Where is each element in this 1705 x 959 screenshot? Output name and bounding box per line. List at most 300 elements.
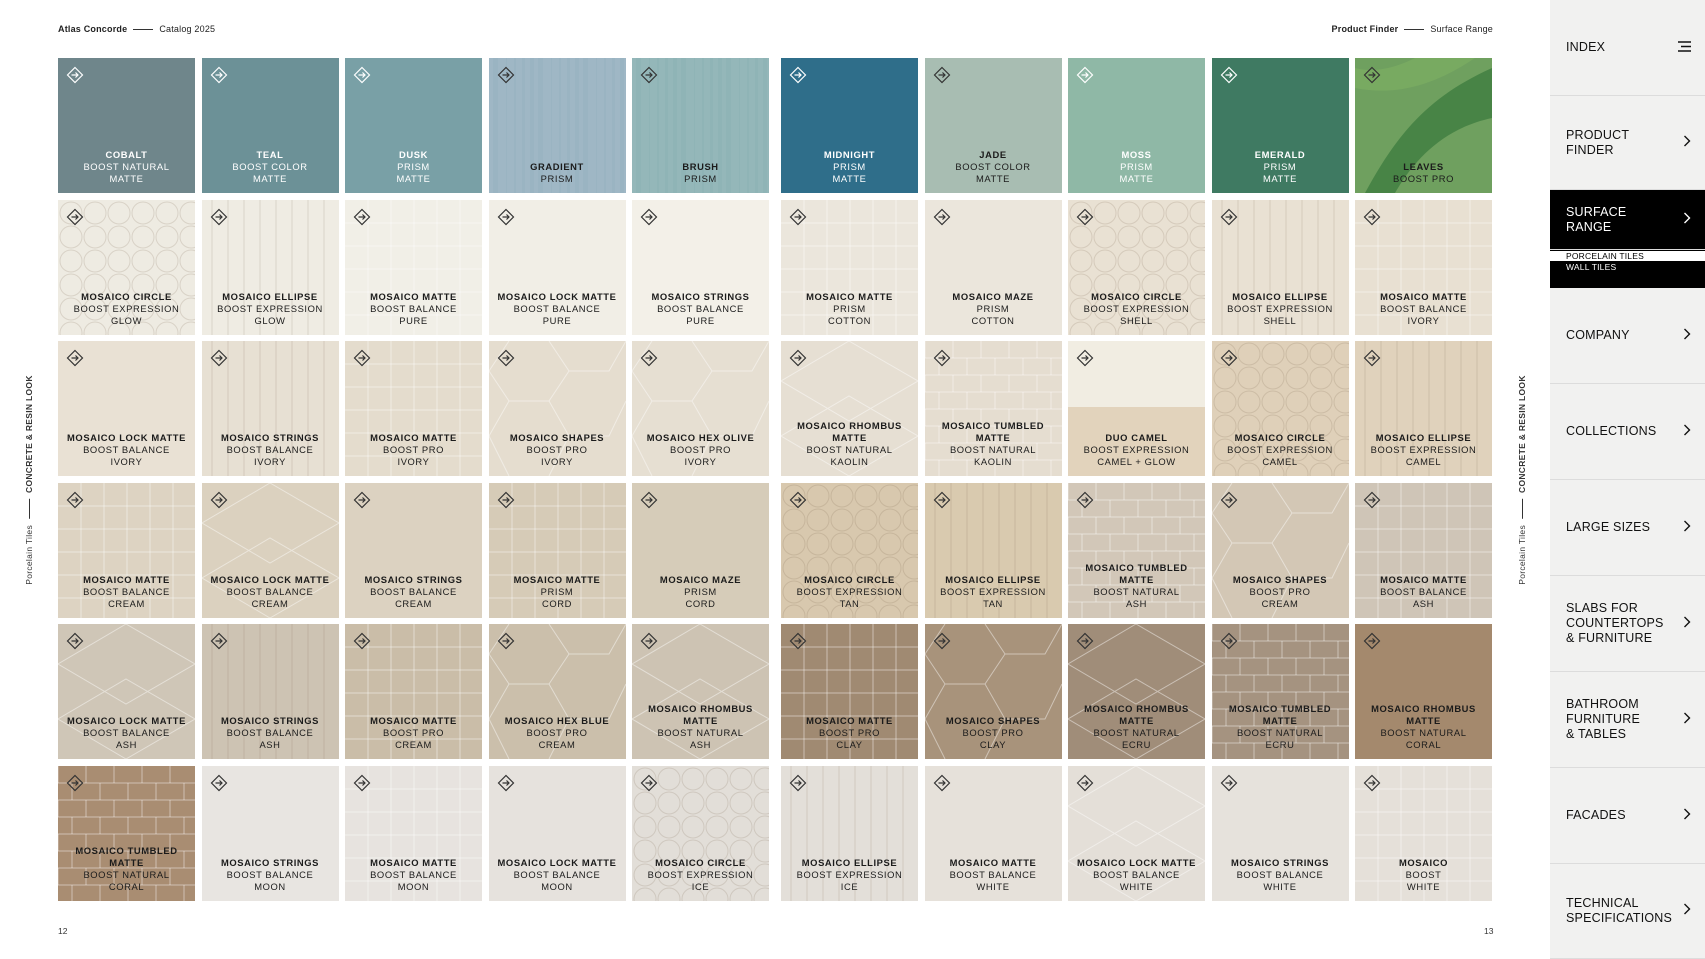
tile-collection-name: MOSAICO MATTE <box>1380 573 1467 585</box>
product-tile[interactable] <box>1068 624 1205 759</box>
link-arrow-icon[interactable] <box>497 632 515 650</box>
link-arrow-icon[interactable] <box>1220 491 1238 509</box>
chevron-right-icon <box>1683 327 1691 345</box>
tile-collection-name: MOSAICO ELLIPSE <box>1232 290 1328 302</box>
tile-series-name: BOOST EXPRESSION <box>1083 444 1190 455</box>
product-tile[interactable] <box>58 766 195 901</box>
product-tile[interactable] <box>1212 483 1349 618</box>
product-tile[interactable] <box>1068 58 1205 193</box>
link-arrow-icon[interactable] <box>66 349 84 367</box>
tile-collection-name: COBALT <box>105 149 148 160</box>
tile-caption <box>202 574 339 610</box>
link-arrow-icon[interactable] <box>640 208 658 226</box>
sidebar-item-label: SLABS FOR COUNTERTOPS & FURNITURE <box>1566 601 1664 645</box>
tile-caption <box>489 161 626 185</box>
tile-collection-name: MOSAICO ELLIPSE <box>1375 432 1472 443</box>
tile-color-name: IVORY <box>540 456 573 467</box>
link-arrow-icon[interactable] <box>1363 208 1381 226</box>
sidebar-item-slabs-for-countertops[interactable] <box>1550 576 1705 672</box>
product-tile[interactable] <box>58 483 195 618</box>
product-tile[interactable] <box>489 766 626 901</box>
tile-collection-name: MOSAICO <box>1399 856 1448 868</box>
link-arrow-icon[interactable] <box>353 491 371 509</box>
tile-color-name: MATTE <box>252 173 288 184</box>
tile-color-name: COTTON <box>827 314 871 326</box>
link-arrow-icon[interactable] <box>789 632 807 650</box>
tile-series-name: BOOST NATURAL <box>657 727 744 738</box>
product-tile[interactable] <box>58 624 195 759</box>
sidebar-item-label: LARGE SIZES <box>1566 520 1651 534</box>
sidebar-item-large-sizes[interactable] <box>1550 480 1705 576</box>
tile-series-name: BOOST BALANCE <box>513 302 601 314</box>
link-arrow-icon[interactable] <box>1363 774 1381 792</box>
tile-collection-name: MOSAICO MATTE <box>83 573 170 585</box>
tile-collection-name: MOSAICO RHOMBUS MATTE <box>1084 703 1189 726</box>
chevron-right-icon <box>1683 615 1691 633</box>
tile-caption <box>202 291 339 327</box>
link-arrow-icon[interactable] <box>1220 349 1238 367</box>
tile-series-name: BOOST PRO <box>383 727 444 738</box>
link-arrow-icon[interactable] <box>933 349 951 367</box>
tile-color-name: COTTON <box>971 314 1015 326</box>
tile-series-name: BOOST BALANCE <box>1093 868 1180 880</box>
link-arrow-icon[interactable] <box>789 349 807 367</box>
tile-caption <box>489 291 626 327</box>
tile-collection-name: DUO CAMEL <box>1105 432 1168 443</box>
surface-range-submenu <box>1550 250 1705 288</box>
product-tile[interactable] <box>58 341 195 476</box>
tile-series-name: PRISM <box>833 161 866 172</box>
sidebar-item-label: TECHNICAL SPECIFICATIONS <box>1566 896 1673 925</box>
product-tile[interactable] <box>781 341 918 476</box>
tile-series-name: BOOST NATURAL <box>806 444 893 455</box>
tile-collection-name: MOSAICO CIRCLE <box>655 856 746 868</box>
link-arrow-icon[interactable] <box>353 349 371 367</box>
tile-grid-left <box>58 58 769 901</box>
tile-color-name: PURE <box>686 314 715 326</box>
tile-color-name: CREAM <box>395 597 432 609</box>
tile-color-name: SHELL <box>1120 314 1153 326</box>
tile-series-name: PRISM <box>540 585 574 597</box>
product-tile[interactable] <box>632 624 769 759</box>
link-arrow-icon[interactable] <box>933 632 951 650</box>
chevron-right-icon <box>1683 211 1691 229</box>
link-arrow-icon[interactable] <box>640 66 658 84</box>
product-tile[interactable] <box>1068 483 1205 618</box>
link-arrow-icon[interactable] <box>353 208 371 226</box>
tile-caption <box>781 857 918 893</box>
tile-caption <box>1068 291 1205 327</box>
tile-caption <box>925 857 1062 893</box>
product-tile[interactable] <box>345 624 482 759</box>
submenu-wall-tiles[interactable]: WALL TILES <box>1566 262 1617 272</box>
side-look: CONCRETE & RESIN LOOK <box>1517 375 1527 493</box>
tile-series-name: BOOST EXPRESSION <box>217 302 323 314</box>
link-arrow-icon[interactable] <box>497 66 515 84</box>
link-arrow-icon[interactable] <box>789 491 807 509</box>
link-arrow-icon[interactable] <box>66 632 84 650</box>
tile-color-name: CLAY <box>836 739 863 750</box>
product-tile[interactable] <box>1068 766 1205 901</box>
tile-caption <box>489 432 626 468</box>
link-arrow-icon[interactable] <box>933 774 951 792</box>
tile-collection-name: MOSAICO LOCK MATTE <box>497 856 617 868</box>
product-tile[interactable] <box>202 483 339 618</box>
tile-color-name: SHELL <box>1263 314 1297 326</box>
tile-color-name: ECRU <box>1122 739 1151 750</box>
product-tile[interactable] <box>489 624 626 759</box>
tile-series-name: BOOST PRO <box>526 727 588 738</box>
product-tile[interactable] <box>1212 58 1349 193</box>
link-arrow-icon[interactable] <box>1220 208 1238 226</box>
product-tile[interactable] <box>202 341 339 476</box>
tile-caption <box>202 432 339 468</box>
tile-caption <box>345 432 482 468</box>
link-arrow-icon[interactable] <box>1076 774 1094 792</box>
product-tile[interactable] <box>58 200 195 335</box>
product-tile[interactable] <box>1355 624 1492 759</box>
tile-collection-name: MIDNIGHT <box>823 149 876 160</box>
tile-collection-name: MOSAICO MATTE <box>949 856 1037 868</box>
tile-color-name: WHITE <box>976 880 1010 892</box>
sidebar-nav <box>1550 0 1705 959</box>
tile-caption <box>1212 432 1349 468</box>
link-arrow-icon[interactable] <box>353 66 371 84</box>
tile-collection-name: MOSAICO STRINGS <box>220 856 320 868</box>
breadcrumb-section[interactable]: Product Finder <box>1331 24 1399 34</box>
product-tile[interactable] <box>345 483 482 618</box>
sidebar-item-surface-range[interactable] <box>1550 190 1705 250</box>
product-tile[interactable] <box>489 483 626 618</box>
tile-series-name: BOOST NATURAL <box>1236 727 1324 738</box>
link-arrow-icon[interactable] <box>1076 632 1094 650</box>
tile-series-name: BOOST BALANCE <box>226 727 314 738</box>
tile-collection-name: MOSAICO CIRCLE <box>804 573 895 585</box>
sidebar-item-company[interactable] <box>1550 288 1705 384</box>
product-tile[interactable] <box>632 766 769 901</box>
product-tile[interactable] <box>1068 341 1205 476</box>
tile-caption <box>1068 432 1205 468</box>
tile-caption <box>58 149 195 185</box>
link-arrow-icon[interactable] <box>789 208 807 226</box>
link-arrow-icon[interactable] <box>210 66 228 84</box>
tile-caption <box>489 715 626 751</box>
link-arrow-icon[interactable] <box>497 491 515 509</box>
tile-series-name: BOOST COLOR <box>955 161 1031 172</box>
product-tile[interactable] <box>1212 200 1349 335</box>
product-tile[interactable] <box>781 200 918 335</box>
link-arrow-icon[interactable] <box>210 349 228 367</box>
tile-caption <box>58 291 195 327</box>
tile-color-name: WHITE <box>1406 880 1441 892</box>
tile-series-name: BOOST BALANCE <box>226 868 314 880</box>
link-arrow-icon[interactable] <box>497 774 515 792</box>
tile-collection-name: MOSAICO STRINGS <box>651 290 750 302</box>
tile-color-name: CORAL <box>1405 739 1442 750</box>
tile-caption <box>1355 703 1492 751</box>
tile-collection-name: MOSAICO SHAPES <box>1232 573 1328 585</box>
header-divider <box>133 29 153 30</box>
product-tile[interactable] <box>925 58 1062 193</box>
tile-caption <box>1212 291 1349 327</box>
link-arrow-icon[interactable] <box>933 208 951 226</box>
product-tile[interactable] <box>489 341 626 476</box>
submenu-porcelain-tiles[interactable]: PORCELAIN TILES <box>1550 251 1705 261</box>
side-category: Porcelain Tiles <box>1517 524 1527 585</box>
product-tile[interactable] <box>202 200 339 335</box>
product-tile[interactable] <box>345 200 482 335</box>
product-tile[interactable] <box>489 58 626 193</box>
link-arrow-icon[interactable] <box>1220 66 1238 84</box>
tile-color-name: CORD <box>541 597 572 609</box>
tile-collection-name: MOSAICO TUMBLED MATTE <box>941 420 1045 443</box>
product-tile[interactable] <box>345 58 482 193</box>
tile-color-name: MOON <box>397 880 430 892</box>
product-tile[interactable] <box>489 200 626 335</box>
link-arrow-icon[interactable] <box>353 632 371 650</box>
product-tile[interactable] <box>1212 624 1349 759</box>
sidebar-item-index[interactable] <box>1550 0 1705 96</box>
tile-series-name: PRISM <box>976 302 1010 314</box>
sidebar-item-product-finder[interactable] <box>1550 96 1705 190</box>
tile-color-name: ASH <box>259 739 281 750</box>
tile-series-name: PRISM <box>540 173 574 184</box>
tile-collection-name: MOSAICO MATTE <box>806 715 893 726</box>
tile-series-name: BOOST PRO <box>1249 585 1311 597</box>
tile-caption <box>781 715 918 751</box>
sidebar-item-label: FACADES <box>1566 808 1626 822</box>
product-tile[interactable] <box>202 58 339 193</box>
tile-grid-right <box>781 58 1492 901</box>
tile-caption <box>632 432 769 468</box>
product-tile[interactable] <box>1355 766 1492 901</box>
tile-series-name: BOOST COLOR <box>232 161 308 172</box>
tile-series-name: PRISM <box>397 161 430 172</box>
tile-color-name: CREAM <box>108 597 145 609</box>
sidebar-item-label: COLLECTIONS <box>1566 424 1657 438</box>
tile-caption <box>925 149 1062 185</box>
tile-collection-name: MOSAICO LOCK MATTE <box>210 573 330 585</box>
tile-collection-name: MOSAICO ELLIPSE <box>222 290 318 302</box>
tile-series-name: BOOST BALANCE <box>657 302 744 314</box>
link-arrow-icon[interactable] <box>640 349 658 367</box>
page-number-left: 12 <box>58 926 68 936</box>
tile-color-name: MATTE <box>1262 173 1298 184</box>
tile-caption <box>781 420 918 468</box>
tile-caption <box>1068 149 1205 185</box>
tile-color-name: CAMEL + GLOW <box>1097 456 1176 467</box>
product-tile[interactable] <box>58 58 195 193</box>
product-tile[interactable] <box>632 483 769 618</box>
link-arrow-icon[interactable] <box>210 774 228 792</box>
tile-caption <box>925 420 1062 468</box>
link-arrow-icon[interactable] <box>640 632 658 650</box>
tile-collection-name: MOSS <box>1121 149 1152 160</box>
product-tile[interactable] <box>925 341 1062 476</box>
product-tile[interactable] <box>781 58 918 193</box>
link-arrow-icon[interactable] <box>1220 632 1238 650</box>
tile-color-name: CORAL <box>108 880 145 892</box>
sidebar-item-bathroom-furniture[interactable] <box>1550 672 1705 768</box>
chevron-right-icon <box>1683 519 1691 537</box>
sidebar-item-label: COMPANY <box>1566 328 1630 342</box>
link-arrow-icon[interactable] <box>933 491 951 509</box>
tile-collection-name: MOSAICO MATTE <box>806 290 893 302</box>
tile-caption <box>1355 574 1492 610</box>
link-arrow-icon[interactable] <box>66 208 84 226</box>
tile-series-name: BOOST EXPRESSION <box>796 868 903 880</box>
link-arrow-icon[interactable] <box>1363 491 1381 509</box>
tile-color-name: KAOLIN <box>974 456 1012 467</box>
catalog-label: Catalog 2025 <box>159 24 216 34</box>
tile-caption <box>632 161 769 185</box>
tile-collection-name: MOSAICO MATTE <box>370 715 457 726</box>
link-arrow-icon[interactable] <box>66 491 84 509</box>
link-arrow-icon[interactable] <box>640 491 658 509</box>
tile-series-name: BOOST EXPRESSION <box>647 868 754 880</box>
tile-collection-name: MOSAICO HEX BLUE <box>504 715 610 726</box>
link-arrow-icon[interactable] <box>353 774 371 792</box>
tile-series-name: BOOST PRO <box>819 727 880 738</box>
link-arrow-icon[interactable] <box>933 66 951 84</box>
product-tile[interactable] <box>632 200 769 335</box>
product-tile[interactable] <box>1355 483 1492 618</box>
tile-color-name: PURE <box>399 314 428 326</box>
sidebar-item-facades[interactable] <box>1550 768 1705 864</box>
tile-collection-name: MOSAICO LOCK MATTE <box>497 290 617 302</box>
tile-series-name: BOOST BALANCE <box>226 585 314 597</box>
tile-color-name: MOON <box>541 880 573 892</box>
link-arrow-icon[interactable] <box>640 774 658 792</box>
tile-caption <box>345 149 482 185</box>
link-arrow-icon[interactable] <box>789 66 807 84</box>
link-arrow-icon[interactable] <box>66 774 84 792</box>
link-arrow-icon[interactable] <box>1076 66 1094 84</box>
tile-series-name: BOOST NATURAL <box>1380 727 1467 738</box>
product-tile[interactable] <box>925 483 1062 618</box>
sidebar-item-collections[interactable] <box>1550 384 1705 480</box>
tile-series-name: PRISM <box>684 173 717 184</box>
link-arrow-icon[interactable] <box>210 491 228 509</box>
header-right <box>1332 24 1493 34</box>
tile-color-name: ECRU <box>1265 739 1295 750</box>
tile-color-name: ASH <box>1412 597 1435 609</box>
product-tile[interactable] <box>1212 766 1349 901</box>
tile-collection-name: TEAL <box>256 149 284 160</box>
product-tile[interactable] <box>345 341 482 476</box>
sidebar-item-technical-specifications[interactable] <box>1550 864 1705 959</box>
tile-caption <box>632 857 769 893</box>
tile-series-name: BOOST EXPRESSION <box>1083 302 1190 314</box>
side-category-label-right <box>1517 375 1527 585</box>
product-tile[interactable] <box>345 766 482 901</box>
tile-caption <box>202 857 339 893</box>
link-arrow-icon[interactable] <box>497 349 515 367</box>
tile-series-name: BOOST NATURAL <box>1093 727 1180 738</box>
breadcrumb-subsection[interactable]: Surface Range <box>1430 24 1493 34</box>
tile-series-name: BOOST <box>1405 868 1442 880</box>
tile-color-name: ICE <box>691 880 710 892</box>
header-left <box>58 24 215 34</box>
product-tile[interactable] <box>202 624 339 759</box>
tile-series-name: BOOST BALANCE <box>949 868 1037 880</box>
tile-collection-name: MOSAICO STRINGS <box>1230 856 1330 868</box>
tile-caption <box>345 715 482 751</box>
link-arrow-icon[interactable] <box>1076 491 1094 509</box>
tile-caption <box>489 857 626 893</box>
tile-color-name: IVORY <box>253 456 286 467</box>
tile-series-name: PRISM <box>684 585 717 597</box>
tile-caption <box>925 574 1062 610</box>
tile-color-name: MATTE <box>109 173 144 184</box>
sidebar-item-label: SURFACE RANGE <box>1566 204 1627 234</box>
tile-collection-name: MOSAICO MAZE <box>952 290 1034 302</box>
side-category-label-left <box>24 375 34 585</box>
tile-series-name: BOOST PRO <box>1393 173 1454 184</box>
product-tile[interactable] <box>925 624 1062 759</box>
link-arrow-icon[interactable] <box>497 208 515 226</box>
tile-collection-name: MOSAICO STRINGS <box>220 432 320 443</box>
sidebar-item-label: BATHROOM FURNITURE & TABLES <box>1566 697 1641 741</box>
tile-caption <box>1212 149 1349 185</box>
tile-caption <box>925 715 1062 751</box>
product-tile[interactable] <box>781 766 918 901</box>
link-arrow-icon[interactable] <box>210 208 228 226</box>
link-arrow-icon[interactable] <box>1363 632 1381 650</box>
tile-series-name: BOOST BALANCE <box>1380 302 1467 314</box>
product-tile[interactable] <box>1355 200 1492 335</box>
link-arrow-icon[interactable] <box>210 632 228 650</box>
product-tile[interactable] <box>1068 200 1205 335</box>
link-arrow-icon[interactable] <box>1076 349 1094 367</box>
header-divider <box>1404 29 1424 30</box>
link-arrow-icon[interactable] <box>1363 66 1381 84</box>
product-tile[interactable] <box>202 766 339 901</box>
tile-collection-name: MOSAICO LOCK MATTE <box>67 715 186 726</box>
side-category: Porcelain Tiles <box>24 524 34 585</box>
tile-caption <box>489 574 626 610</box>
product-tile[interactable] <box>781 624 918 759</box>
product-tile[interactable] <box>632 58 769 193</box>
product-tile[interactable] <box>781 483 918 618</box>
link-arrow-icon[interactable] <box>1220 774 1238 792</box>
product-tile[interactable] <box>925 766 1062 901</box>
product-tile[interactable] <box>1355 58 1492 193</box>
link-arrow-icon[interactable] <box>1076 208 1094 226</box>
tile-caption <box>781 149 918 185</box>
link-arrow-icon[interactable] <box>66 66 84 84</box>
product-tile[interactable] <box>1355 341 1492 476</box>
tile-collection-name: MOSAICO MATTE <box>513 573 601 585</box>
tile-caption <box>1212 857 1349 893</box>
tile-collection-name: MOSAICO CIRCLE <box>1234 432 1326 443</box>
tile-series-name: BOOST BALANCE <box>370 868 457 880</box>
link-arrow-icon[interactable] <box>789 774 807 792</box>
tile-caption <box>1355 857 1492 893</box>
tile-caption <box>58 845 195 893</box>
tile-collection-name: MOSAICO RHOMBUS MATTE <box>1371 703 1476 726</box>
product-tile[interactable] <box>925 200 1062 335</box>
product-tile[interactable] <box>632 341 769 476</box>
tile-collection-name: MOSAICO LOCK MATTE <box>1077 856 1196 868</box>
tile-color-name: PURE <box>542 314 572 326</box>
link-arrow-icon[interactable] <box>1363 349 1381 367</box>
tile-series-name: BOOST BALANCE <box>1380 585 1467 597</box>
tile-collection-name: LEAVES <box>1403 161 1444 172</box>
product-tile[interactable] <box>1212 341 1349 476</box>
tile-series-name: BOOST PRO <box>526 444 588 455</box>
tile-color-name: GLOW <box>254 314 286 326</box>
